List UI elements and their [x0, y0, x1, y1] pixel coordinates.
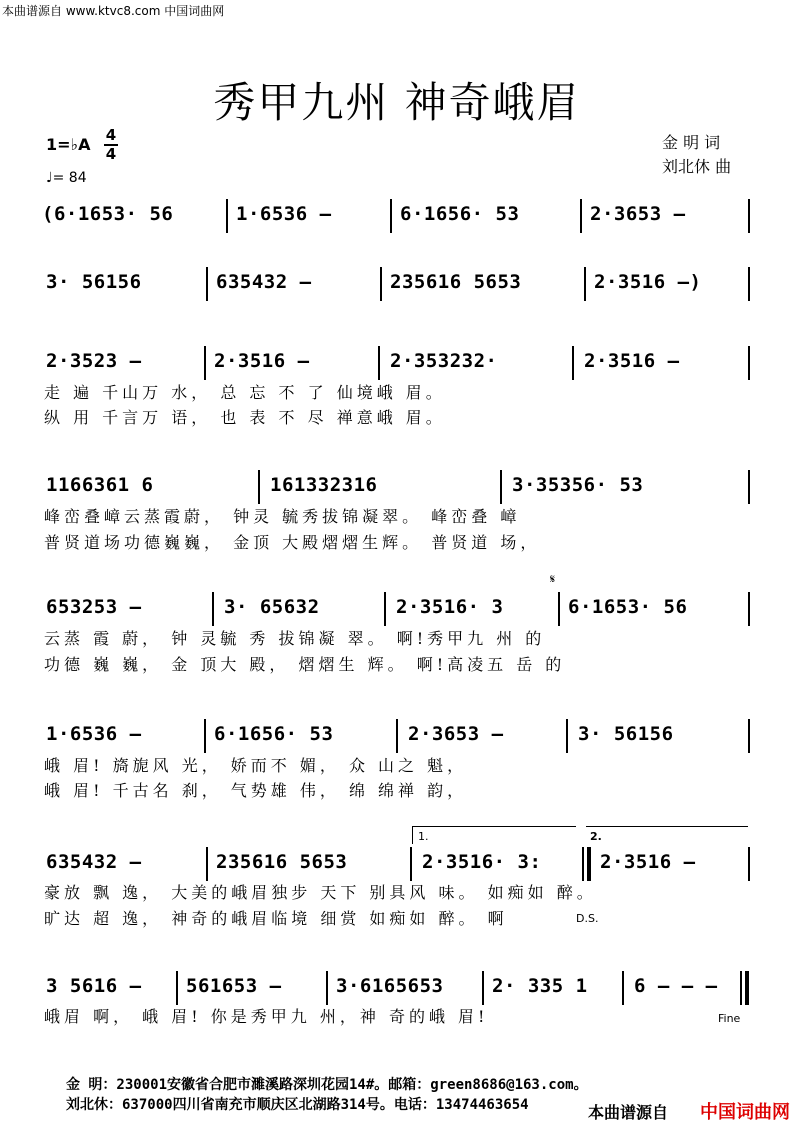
- bar-line: [748, 592, 750, 626]
- footer-contact-1: 金 明：230001安徽省合肥市濉溪路深圳花园14#。邮箱：green8686@163.com。: [66, 1077, 588, 1093]
- bar-line: [204, 346, 206, 380]
- bar-line: [500, 470, 502, 504]
- bar-line: [206, 267, 208, 301]
- volta-2-label: 2.: [590, 830, 602, 843]
- watermark-site: 中国词曲网: [700, 1102, 790, 1123]
- final-bar-line: [740, 971, 742, 1005]
- measure: 3· 56156: [578, 723, 674, 745]
- measure: 2·3516· 3:: [422, 851, 542, 873]
- lyric-line-1: 峨眉 啊， 峨 眉! 你是秀甲九 州，神 奇的峨 眉!: [44, 1007, 489, 1026]
- volta-1-label: 1.: [418, 830, 429, 843]
- tempo-mark: ♩= 84: [46, 170, 87, 186]
- lyric-line-1: 峨 眉! 旖旎风 光， 娇而不 媚， 众 山之 魁，: [44, 756, 468, 775]
- bar-line: [558, 592, 560, 626]
- measure: 2·3653 –: [408, 723, 504, 745]
- bar-line: [212, 592, 214, 626]
- measure: 3·6165653: [336, 975, 444, 997]
- source-header: 本曲谱源自 www.ktvc8.com 中国词曲网: [2, 4, 225, 18]
- measure: 2·3516 –: [584, 350, 680, 372]
- bar-line: [258, 470, 260, 504]
- lyric-line-1: 云蒸 霞 蔚， 钟 灵毓 秀 拔锦凝 翠。 啊!秀甲九 州 的: [44, 629, 546, 648]
- bar-line: [748, 346, 750, 380]
- watermark-source: 本曲谱源自: [588, 1103, 669, 1122]
- measure: 3· 56156: [46, 271, 142, 293]
- bar-line: [748, 199, 750, 233]
- bar-line: [580, 199, 582, 233]
- measure: 161332316: [270, 474, 378, 496]
- fine-mark: Fine: [718, 1012, 741, 1025]
- measure: 561653 –: [186, 975, 282, 997]
- bar-line: [176, 971, 178, 1005]
- measure: 2·353232·: [390, 350, 498, 372]
- composer-credit: 刘北休 曲: [662, 157, 732, 176]
- ds-mark: D.S.: [576, 912, 599, 925]
- measure: 2·3516· 3: [396, 596, 504, 618]
- measure: 2·3516 –: [214, 350, 310, 372]
- bar-line: [384, 592, 386, 626]
- measure: 635432 –: [46, 851, 142, 873]
- measure: (6·1653· 56: [42, 203, 174, 225]
- lyric-line-1: 峰峦叠嶂云蒸霞蔚， 钟灵 毓秀拔锦凝翠。 峰峦叠 嶂: [44, 507, 521, 526]
- bar-line: [226, 199, 228, 233]
- bar-line: [748, 719, 750, 753]
- bar-line: [584, 267, 586, 301]
- measure: 1166361 6: [46, 474, 154, 496]
- bar-line: [396, 719, 398, 753]
- bar-line: [206, 847, 208, 881]
- measure: 2·3653 –: [590, 203, 686, 225]
- volta-1-edge: [412, 826, 413, 844]
- lyric-line-2: 纵 用 千言万 语， 也 表 不 尽 禅意峨 眉。: [44, 408, 446, 427]
- volta-1-bracket: [412, 826, 576, 827]
- measure: 2·3516 –): [594, 271, 702, 293]
- time-signature-top: 4: [105, 126, 117, 144]
- lyric-line-2: 功德 巍 巍， 金 顶大 殿， 熠熠生 辉。 啊!高凌五 岳 的: [44, 655, 566, 674]
- bar-line: [390, 199, 392, 233]
- measure: 6·1656· 53: [214, 723, 334, 745]
- bar-line: [482, 971, 484, 1005]
- bar-line: [378, 346, 380, 380]
- measure: 635432 –: [216, 271, 312, 293]
- time-signature-bottom: 4: [105, 145, 117, 163]
- measure: 6·1653· 56: [568, 596, 688, 618]
- bar-line: [572, 346, 574, 380]
- segno-icon: 𝄋: [550, 572, 556, 586]
- final-bar-line-thick: [745, 971, 749, 1005]
- measure: 2·3516 –: [600, 851, 696, 873]
- lyric-line-1: 走 遍 千山万 水， 总 忘 不 了 仙境峨 眉。: [44, 383, 446, 402]
- volta-2-bracket: [586, 826, 748, 827]
- key-signature: 1=♭A: [46, 135, 91, 154]
- measure: 1·6536 –: [236, 203, 332, 225]
- lyricist-credit: 金 明 词: [662, 133, 721, 152]
- measure: 3 5616 –: [46, 975, 142, 997]
- measure: 6 – – –: [634, 975, 718, 997]
- lyric-line-2: 峨 眉! 千古名 刹， 气势雄 伟， 绵 绵禅 韵，: [44, 781, 468, 800]
- bar-line: [380, 267, 382, 301]
- bar-line: [326, 971, 328, 1005]
- measure: 2·3523 –: [46, 350, 142, 372]
- measure: 3· 65632: [224, 596, 320, 618]
- measure: 6·1656· 53: [400, 203, 520, 225]
- bar-line: [748, 470, 750, 504]
- footer-contact-2: 刘北休：637000四川省南充市顺庆区北湖路314号。电话：13474463654: [66, 1097, 529, 1113]
- bar-line: [748, 267, 750, 301]
- bar-line: [566, 719, 568, 753]
- lyric-line-1: 豪放 飘 逸， 大美的峨眉独步 天下 别具风 味。 如痴如 醉。: [44, 883, 597, 902]
- measure: 2· 335 1: [492, 975, 588, 997]
- time-signature: [104, 128, 118, 162]
- measure: 653253 –: [46, 596, 142, 618]
- bar-line: [622, 971, 624, 1005]
- lyric-line-2: 旷达 超 逸， 神奇的峨眉临境 细赏 如痴如 醉。 啊: [44, 909, 508, 928]
- page-title: 秀甲九州 神奇峨眉: [213, 78, 581, 127]
- bar-line: [410, 847, 412, 881]
- bar-line: [204, 719, 206, 753]
- repeat-bar-line-thick: [587, 847, 591, 881]
- bar-line: [748, 847, 750, 881]
- measure: 1·6536 –: [46, 723, 142, 745]
- measure: 235616 5653: [216, 851, 348, 873]
- repeat-bar-line: [582, 847, 584, 881]
- measure: 3·35356· 53: [512, 474, 644, 496]
- lyric-line-2: 普贤道场功德巍巍， 金顶 大殿熠熠生辉。 普贤道 场，: [44, 533, 541, 552]
- measure: 235616 5653: [390, 271, 522, 293]
